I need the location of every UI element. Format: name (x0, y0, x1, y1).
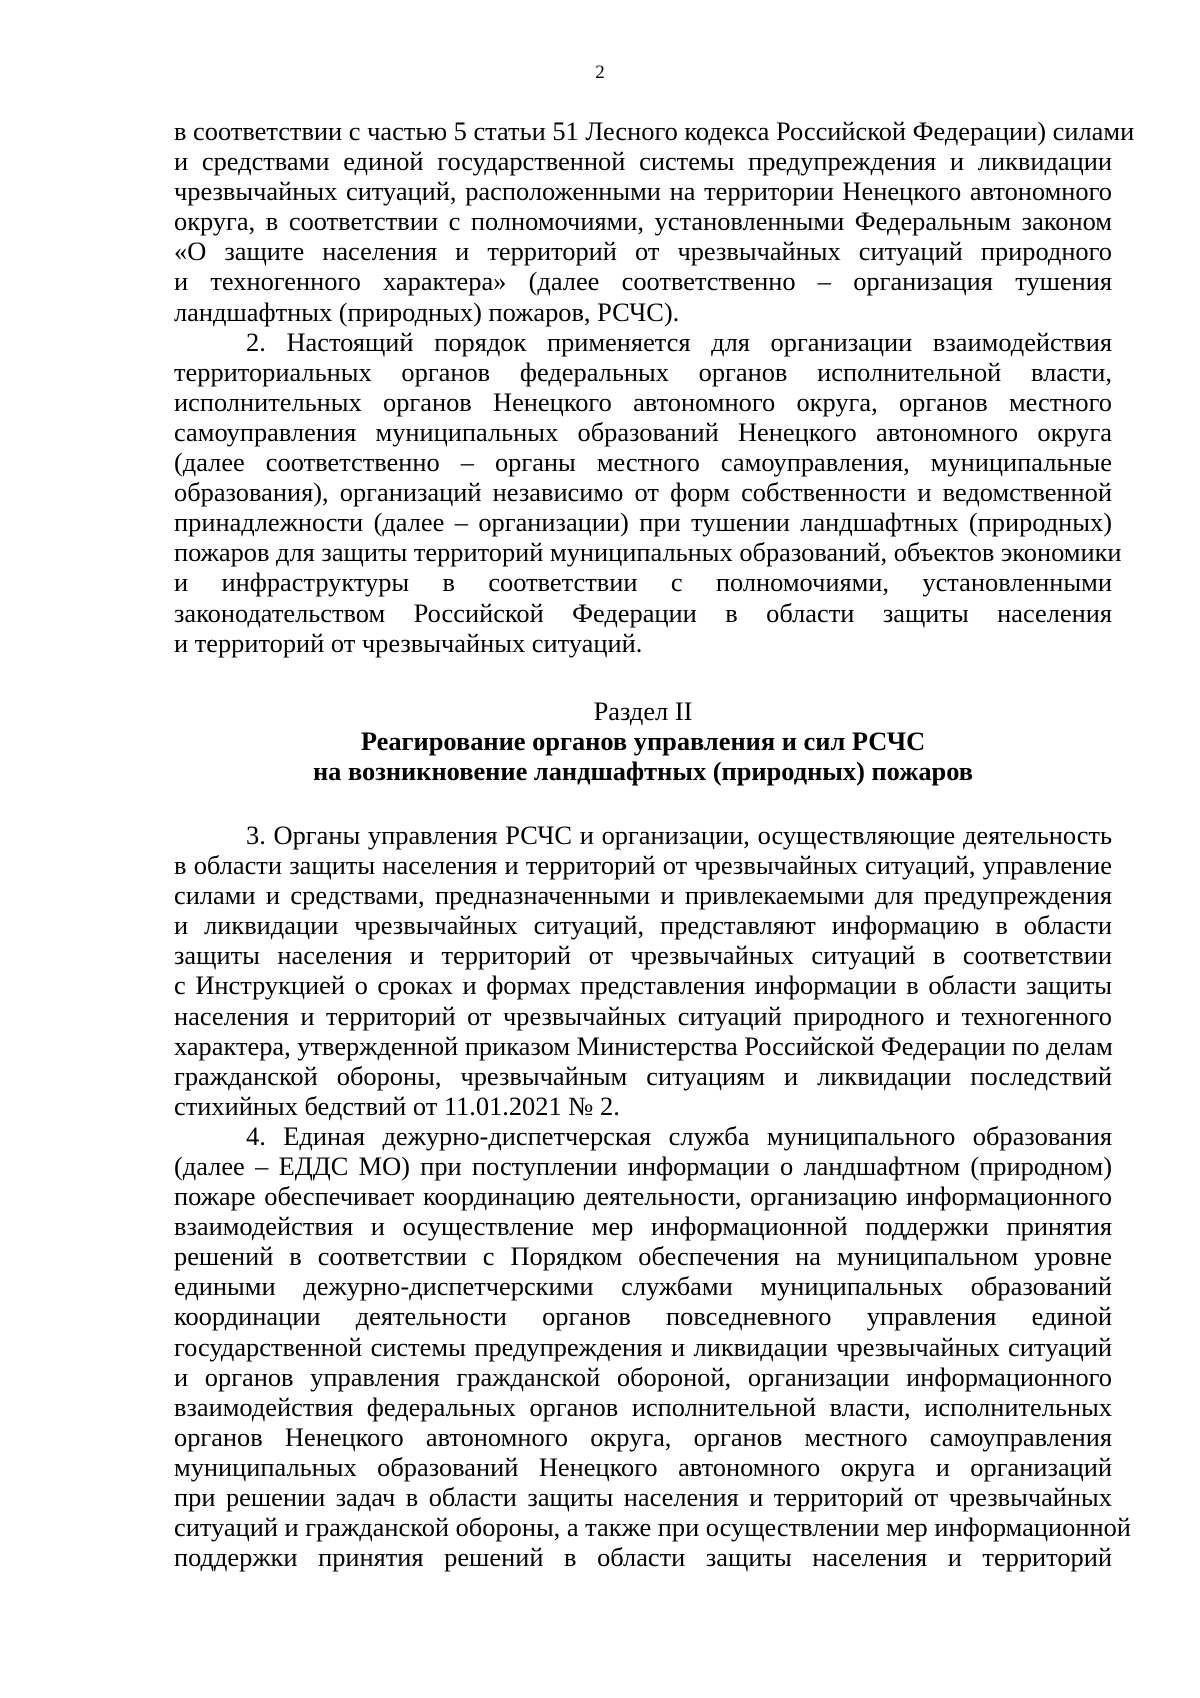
text-line: защиты населения и территорий от чрезвычайных ситуаций в соответствии (174, 940, 1112, 971)
text-line: населения и территорий от чрезвычайных ситуаций природного и техногенного (174, 1000, 1112, 1031)
text-line: гражданской обороны, чрезвычайным ситуациям и ликвидации последствий (174, 1060, 1112, 1091)
section-heading (174, 696, 1112, 786)
text-line: (далее соответственно – органы местного самоуправления, муниципальные (174, 447, 1112, 478)
text-line: в области защиты населения и территорий от чрезвычайных ситуаций, управление (174, 850, 1112, 881)
text-line: и инфраструктуры в соответствии с полномочиями, установленными (174, 567, 1112, 598)
text-line: и органов управления гражданской обороной, организации информационного (174, 1361, 1112, 1392)
text-line: пожаров для защиты территорий муниципальных образований, объектов экономики (174, 537, 1122, 568)
text-line: (далее – ЕДДС МО) при поступлении информации о ландшафтном (природном) (174, 1151, 1112, 1181)
paragraph-4 (174, 1120, 1131, 1573)
section-title-line-2: на возникновение ландшафтных (природных) пожаров (312, 755, 974, 786)
text-line: решений в соответствии с Порядком обеспечения на муниципальном уровне (174, 1241, 1112, 1272)
text-line: с Инструкцией о сроках и формах представления информации в области защиты (174, 970, 1112, 1001)
text-line: взаимодействия федеральных органов исполнительной власти, исполнительных (174, 1391, 1112, 1422)
text-line: и техногенного характера» (далее соответственно – организация тушения (174, 266, 1112, 297)
text-line: поддержки принятия решений в области защиты населения и территорий (174, 1542, 1112, 1573)
text-line: силами и средствами, предназначенными и привлекаемыми для предупреждения (174, 880, 1112, 911)
page-number: 2 (595, 62, 605, 83)
text-line: чрезвычайных ситуаций, расположенными на территории Ненецкого автономного (174, 176, 1112, 207)
text-line: и ликвидации чрезвычайных ситуаций, представляют информацию в области (174, 910, 1112, 941)
text-line: органов Ненецкого автономного округа, органов местного самоуправления (174, 1421, 1112, 1452)
text-line: и средствами единой государственной системы предупреждения и ликвидации (174, 146, 1112, 177)
section-title-line-1: Реагирование органов управления и сил РСЧС (360, 725, 926, 756)
text-line: принадлежности (далее – организации) при тушении ландшафтных (природных) (174, 507, 1112, 538)
text-line: характера, утвержденной приказом Министерства Российской Федерации по делам (174, 1030, 1113, 1061)
text-line: стихийных бедствий от 11.01.2021 № 2. (174, 1090, 620, 1121)
paragraph-1-continuation (174, 116, 1135, 327)
text-line: 2. Настоящий порядок применяется для организации взаимодействия (246, 326, 1112, 357)
paragraph-2 (174, 326, 1122, 658)
text-line: исполнительных органов Ненецкого автономного округа, органов местного (174, 386, 1112, 417)
text-line: и территорий от чрезвычайных ситуаций. (174, 627, 643, 658)
text-line: координации деятельности органов повседневного управления единой (174, 1301, 1112, 1332)
text-line: ландшафтных (природных) пожаров, РСЧС). (174, 296, 680, 327)
text-line: пожаре обеспечивает координацию деятельности, организацию информационного (174, 1181, 1112, 1212)
text-line: в соответствии с частью 5 статьи 51 Лесного кодекса Российской Федерации) силами (174, 116, 1135, 146)
text-line: муниципальных образований Ненецкого автономного округа и организаций (174, 1451, 1112, 1482)
section-gap (174, 786, 1112, 820)
section-gap (174, 658, 1112, 696)
text-line: государственной системы предупреждения и ликвидации чрезвычайных ситуаций (174, 1331, 1112, 1362)
text-line: взаимодействия и осуществление мер информационной поддержки принятия (174, 1211, 1112, 1242)
text-line: самоуправления муниципальных образований Ненецкого автономного округа (174, 416, 1112, 447)
text-line: округа, в соответствии с полномочиями, установленными Федеральным законом (174, 206, 1112, 237)
text-line: 3. Органы управления РСЧС и организации, осуществляющие деятельность (246, 819, 1112, 850)
text-line: образования), организаций независимо от форм собственности и ведомственной (174, 477, 1112, 508)
text-line: территориальных органов федеральных органов исполнительной власти, (174, 356, 1112, 387)
text-line: «О защите населения и территорий от чрезвычайных ситуаций природного (174, 236, 1112, 267)
section-label: Раздел II (593, 695, 693, 726)
text-line: при решении задач в области защиты населения и территорий от чрезвычайных (174, 1482, 1112, 1513)
text-line: ситуаций и гражданской обороны, а также при осуществлении мер информационной (174, 1512, 1131, 1543)
paragraph-3 (174, 820, 1112, 1121)
document-body (174, 116, 1135, 1573)
text-line: законодательством Российской Федерации в области защиты населения (174, 597, 1112, 628)
text-line: едиными дежурно-диспетчерскими службами муниципальных образований (174, 1271, 1112, 1302)
text-line: 4. Единая дежурно-диспетчерская служба муниципального образования (246, 1120, 1112, 1151)
